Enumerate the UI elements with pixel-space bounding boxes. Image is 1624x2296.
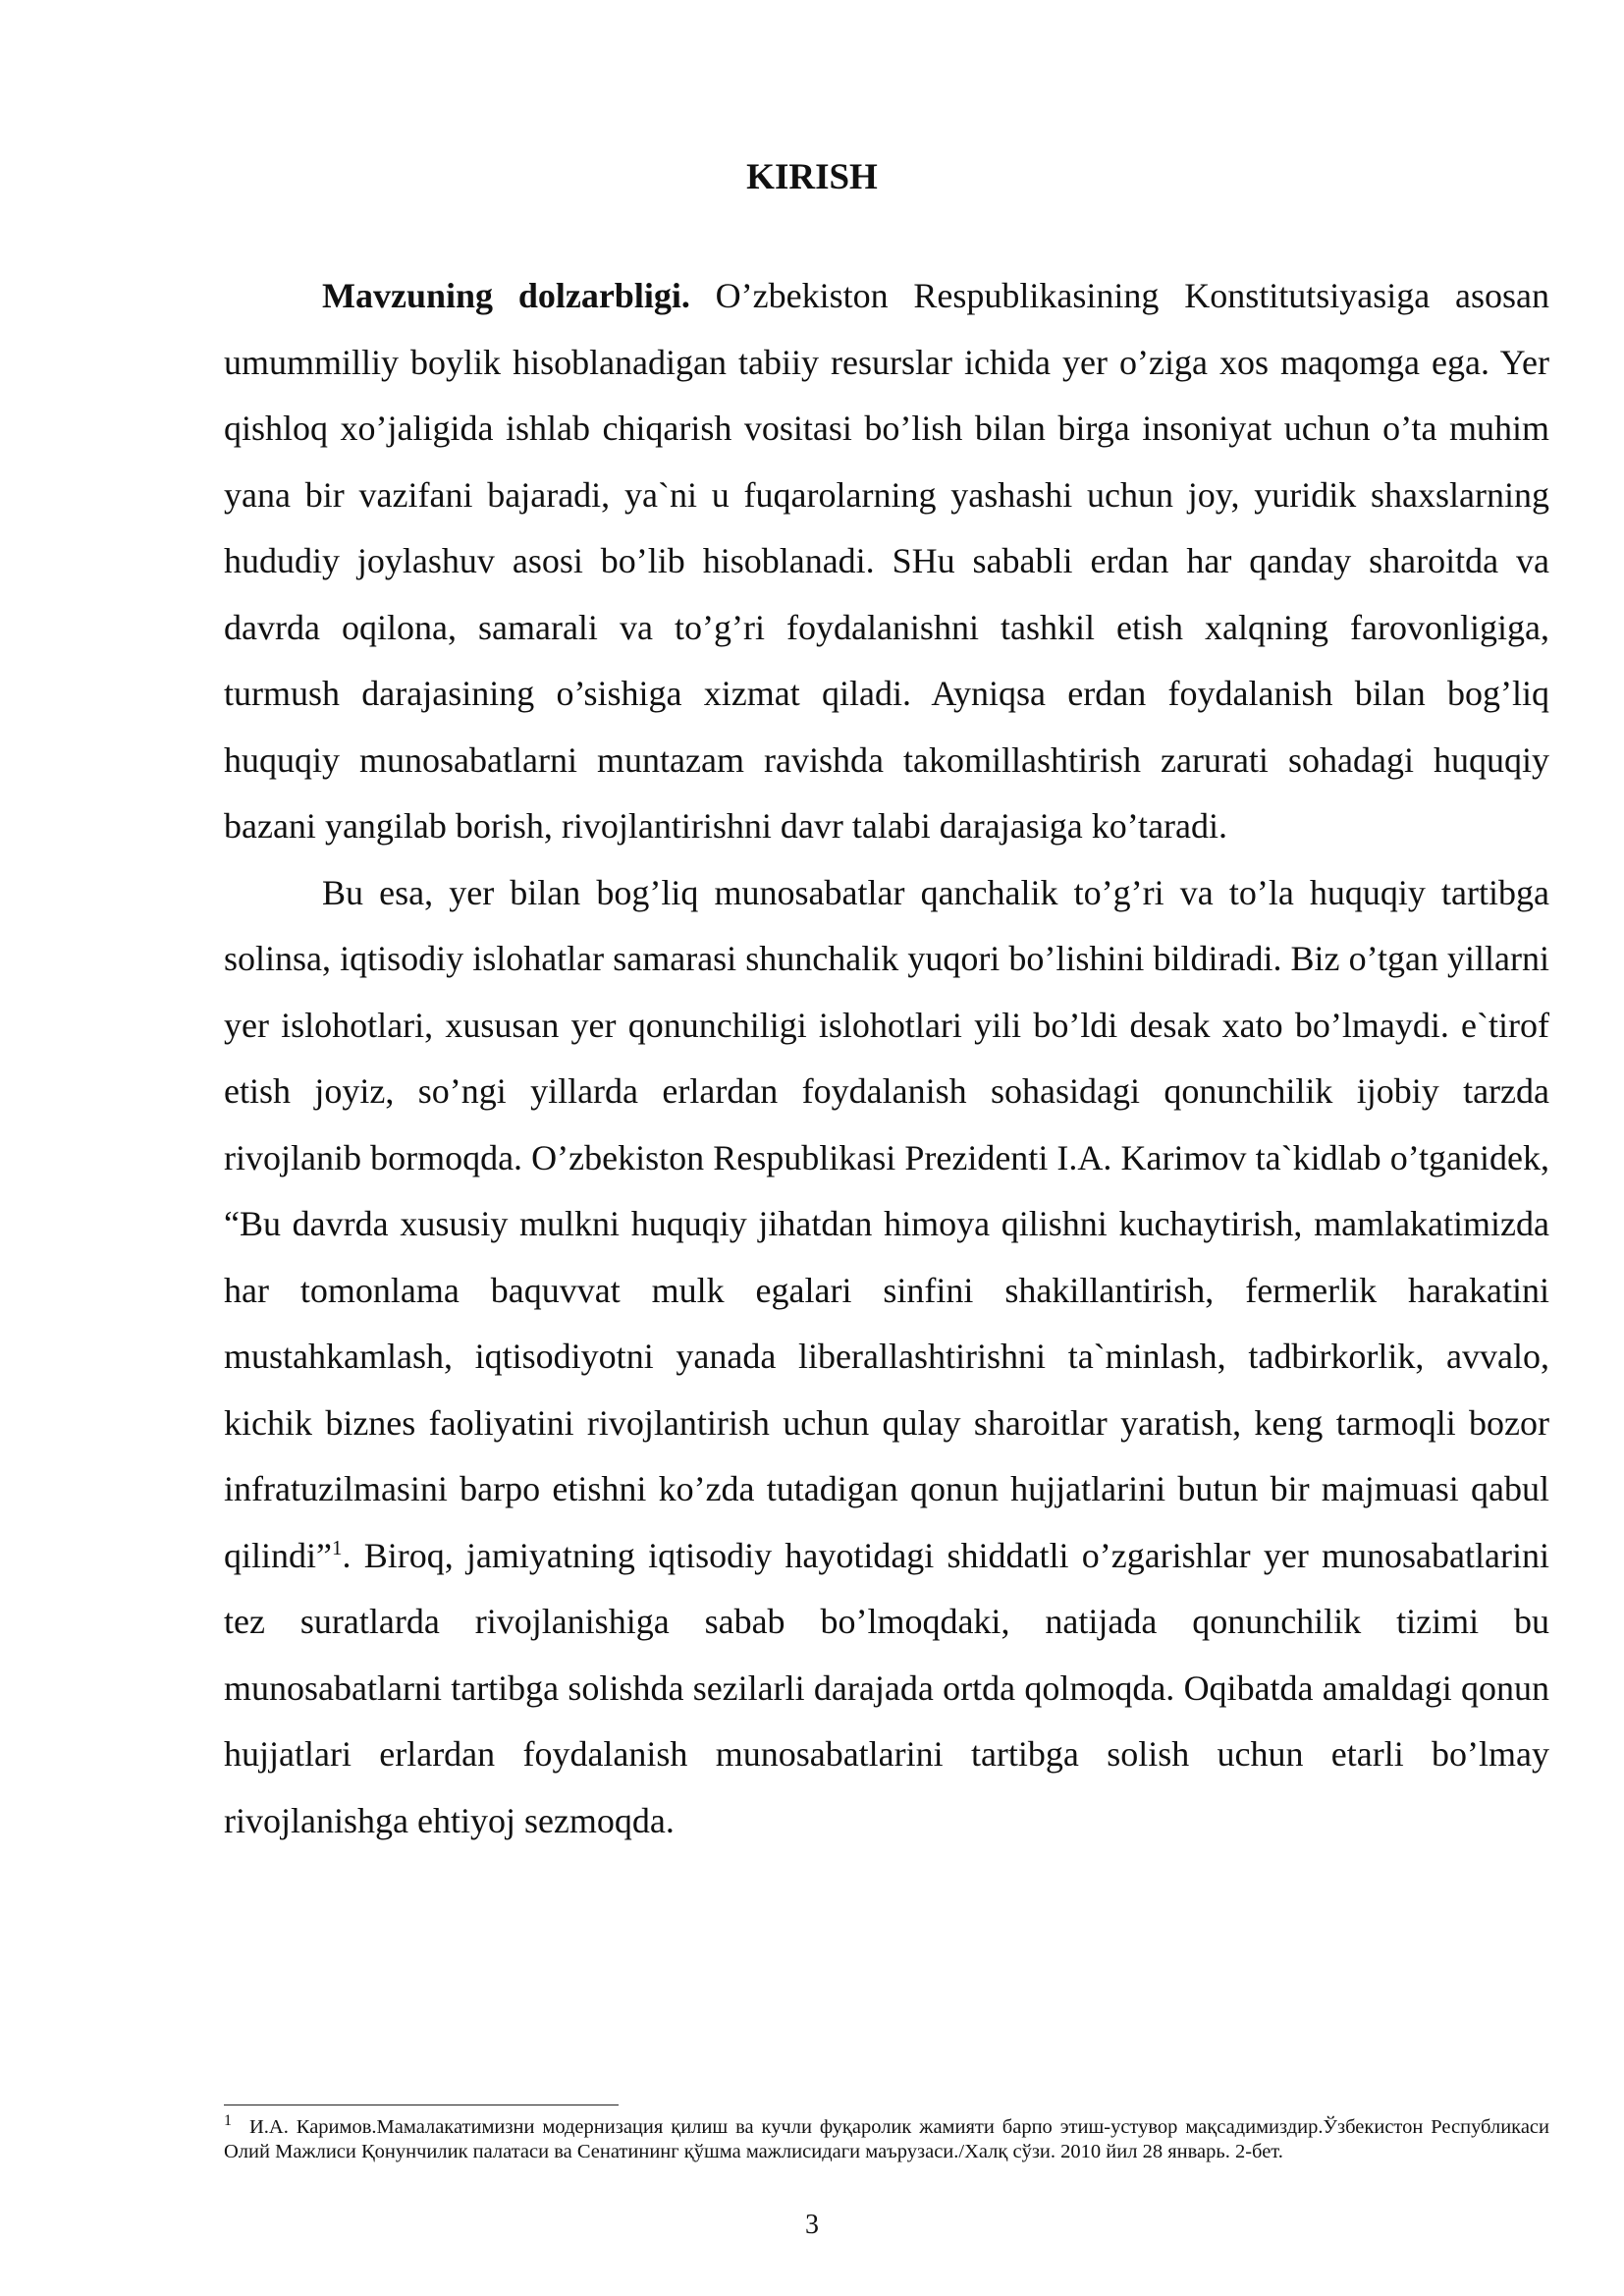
paragraph-land-reform — [224, 860, 1549, 1855]
footnote-reference[interactable]: 1 — [332, 1535, 343, 1559]
page-title: KIRISH — [746, 157, 878, 197]
footnote-text: И.А. Каримов.Мамалакатимизни модернизация қилиш ва кучли фуқаролик жамияти барпо этиш-устувор мақсадимиздир.Ўзбекистон Республикаси Олий Мажлиси Қонунчилик палатаси ва Сенатининг қўшма мажлисидаги маърузаси./Халқ сўзи. 2010 йил 28 январь. 2-бет. — [224, 2116, 1549, 2162]
footnote-marker: 1 — [224, 2112, 232, 2130]
footnote — [224, 2112, 1549, 2164]
paragraph-text: Bu esa, yer bilan bog’liq munosabatlar qanchalik to’g’ri va to’la huquqiy tartibga solinsa, iqtisodiy islohatlar samarasi shunchalik yuqori bo’lishini bildiradi. Biz o’tgan yillarni yer islohotlari, xususan yer qonunchiligi islohotlari yili bo’ldi desak xato bo’lmaydi. e`tirof etish joyiz, so’ngi yillarda erlardan foydalanish sohasidagi qonunchilik ijobiy tarzda rivojlanib bormoqda. O’zbekiston Respublikasi Prezidenti I.A. Karimov ta`kidlab o’tganidek, “Bu davrda xususiy mulkni huquqiy jihatdan himoya qilishni kuchaytirish, mamlakatimizda har tomonlama baquvvat mulk egalari sinfini shakillantirish, fermerlik harakatini mustahkamlash, iqtisodiyotni yanada liberallashtirishni ta`minlash, tadbirkorlik, avvalo, kichik biznes faoliyatini rivojlantirish uchun qulay sharoitlar yaratish, keng tarmoqli bozor infratuzilmasini barpo etishni ko’zda tutadigan qonun hujjatlarini butun bir majmuasi qabul qilindi” — [224, 872, 1549, 1575]
paragraph-text: O’zbekiston Respublikasining Konstitutsiyasiga asosan umummilliy boylik hisoblanadigan tabiiy resurslar ichida yer o’ziga xos maqomga ega. Yer qishloq xo’jaligida ishlab chiqarish vositasi bo’lish bilan birga insoniyat uchun o’ta muhim yana bir vazifani bajaradi, ya`ni u fuqarolarning yashashi uchun joy, yuridik shaxslarning hududiy joylashuv asosi bo’lib hisoblanadi. SHu sababli erdan har qanday sharoitda va davrda oqilona, samarali va to’g’ri foydalanishni tashkil etish xalqning farovonligiga, turmush darajasining o’sishiga xizmat qiladi. Ayniqsa erdan foydalanish bilan bog’liq huquqiy munosabatlarni muntazam ravishda takomillashtirish zarurati sohadagi huquqiy bazani yangilab borish, rivojlantirishni davr talabi darajasiga ko’taradi. — [224, 276, 1549, 846]
body-text — [224, 263, 1549, 1854]
page-number: 3 — [805, 2210, 819, 2240]
paragraph-relevance — [224, 263, 1549, 860]
paragraph-text-continued: . Biroq, jamiyatning iqtisodiy hayotidagi shiddatli o’zgarishlar yer munosabatlarini tez suratlarda rivojlanishiga sabab bo’lmoqdaki, natijada qonunchilik tizimi bu munosabatlarni tartibga solishda sezilarli darajada ortda qolmoqda. Oqibatda amaldagi qonun hujjatlari erlardan foydalanish munosabatlarini tartibga solish uchun etarli bo’lmay rivojlanishga ehtiyoj sezmoqda. — [224, 1535, 1549, 1840]
paragraph-lead-heading: Mavzuning dolzarbligi. — [322, 276, 690, 315]
